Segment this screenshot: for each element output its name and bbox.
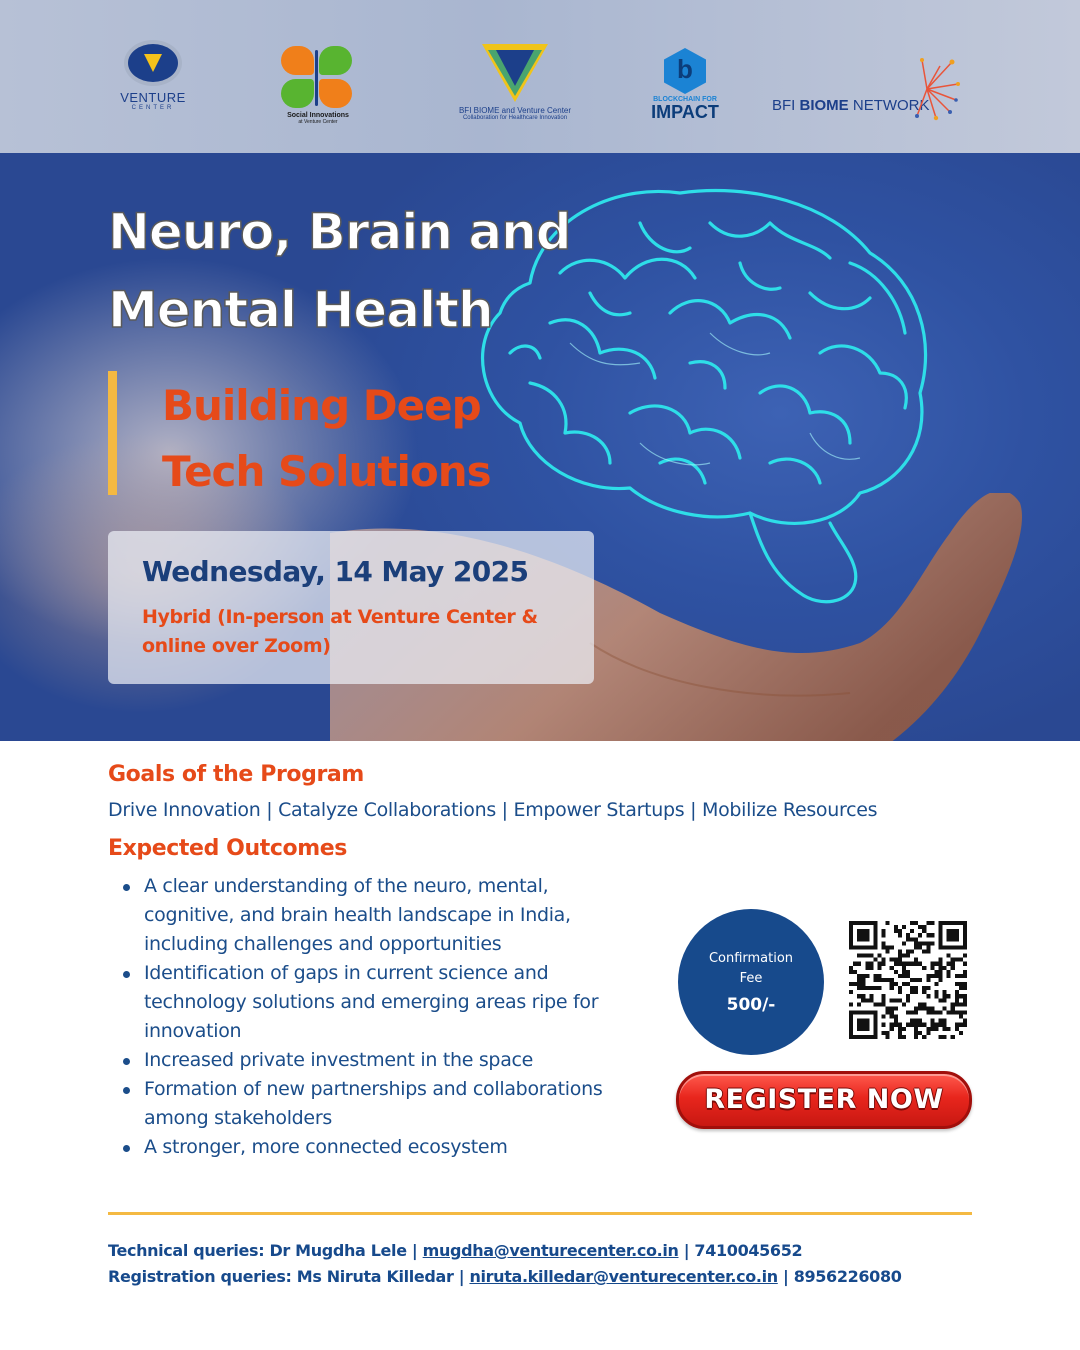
bfi-biome-network-logo — [772, 60, 972, 150]
list-item: A stronger, more connected ecosystem — [120, 1133, 606, 1162]
burst-icon — [892, 54, 962, 124]
blockchain-impact: IMPACT — [651, 102, 719, 122]
venture-center-logo — [108, 40, 198, 130]
event-title: Neuro, Brain and Mental Health — [108, 203, 571, 339]
list-item: A clear understanding of the neuro, mental, cognitive, and brain health landscape in India, including challenges and opportunities — [120, 872, 606, 959]
event-date: Wednesday, 14 May 2025 — [142, 555, 529, 588]
social-innovations-name: Social Innovations — [287, 112, 349, 119]
list-item: Identification of gaps in current science and technology solutions and emerging areas ripe for innovation — [120, 959, 606, 1046]
blockchain-name: BLOCKCHAIN FOR — [653, 96, 717, 103]
triangle-icon — [482, 44, 548, 102]
goals-text: Drive Innovation | Catalyze Collaborations | Empower Startups | Mobilize Resources — [108, 799, 878, 821]
hexagon-b-icon — [664, 48, 706, 94]
registration-queries: Registration queries: Ms Niruta Killedar | niruta.killedar@venturecenter.co.in | 8956226080 — [108, 1267, 902, 1286]
fee-label: Confirmation Fee — [708, 951, 794, 986]
fee-amount: 500/- — [726, 995, 776, 1015]
goals-heading: Goals of the Program — [108, 762, 364, 787]
technical-queries: Technical queries: Dr Mugdha Lele | mugdha@venturecenter.co.in | 7410045652 — [108, 1241, 803, 1260]
bfi-biome-name: BFI BIOME and Venture Center — [458, 106, 572, 115]
clover-icon — [281, 46, 355, 110]
technical-email-link[interactable]: mugdha@venturecenter.co.in — [422, 1241, 679, 1260]
logo-bar — [0, 0, 1080, 153]
divider — [108, 1212, 972, 1215]
list-item: Increased private investment in the space — [120, 1046, 606, 1075]
list-item: Formation of new partnerships and collaborations among stakeholders — [120, 1075, 606, 1133]
register-now-button[interactable]: REGISTER NOW — [676, 1071, 972, 1129]
venture-center-emblem-icon — [124, 40, 182, 86]
venture-center-name: VENTURE — [120, 90, 186, 105]
bfi-biome-sub: Collaboration for Healthcare Innovation — [462, 115, 568, 121]
bfi-biome-logo — [440, 44, 590, 134]
venture-center-sub: CENTER — [131, 105, 175, 111]
social-innovations-sub: at Venture Center — [298, 119, 338, 125]
confirmation-fee-badge — [678, 909, 824, 1055]
network-name: BFI BIOME NETWORK — [772, 96, 930, 114]
qr-code-icon[interactable] — [849, 921, 967, 1039]
outcomes-heading: Expected Outcomes — [108, 836, 347, 861]
event-mode: Hybrid (In-person at Venture Center & online over Zoom) — [142, 606, 538, 657]
social-innovations-logo — [278, 46, 358, 136]
blockchain-for-impact-logo — [640, 48, 730, 138]
date-panel — [108, 531, 594, 684]
accent-bar — [108, 371, 117, 495]
hero-banner — [0, 153, 1080, 741]
outcomes-list — [120, 872, 606, 1162]
registration-email-link[interactable]: niruta.killedar@venturecenter.co.in — [469, 1267, 778, 1286]
event-subtitle: Building Deep Tech Solutions — [162, 381, 491, 496]
